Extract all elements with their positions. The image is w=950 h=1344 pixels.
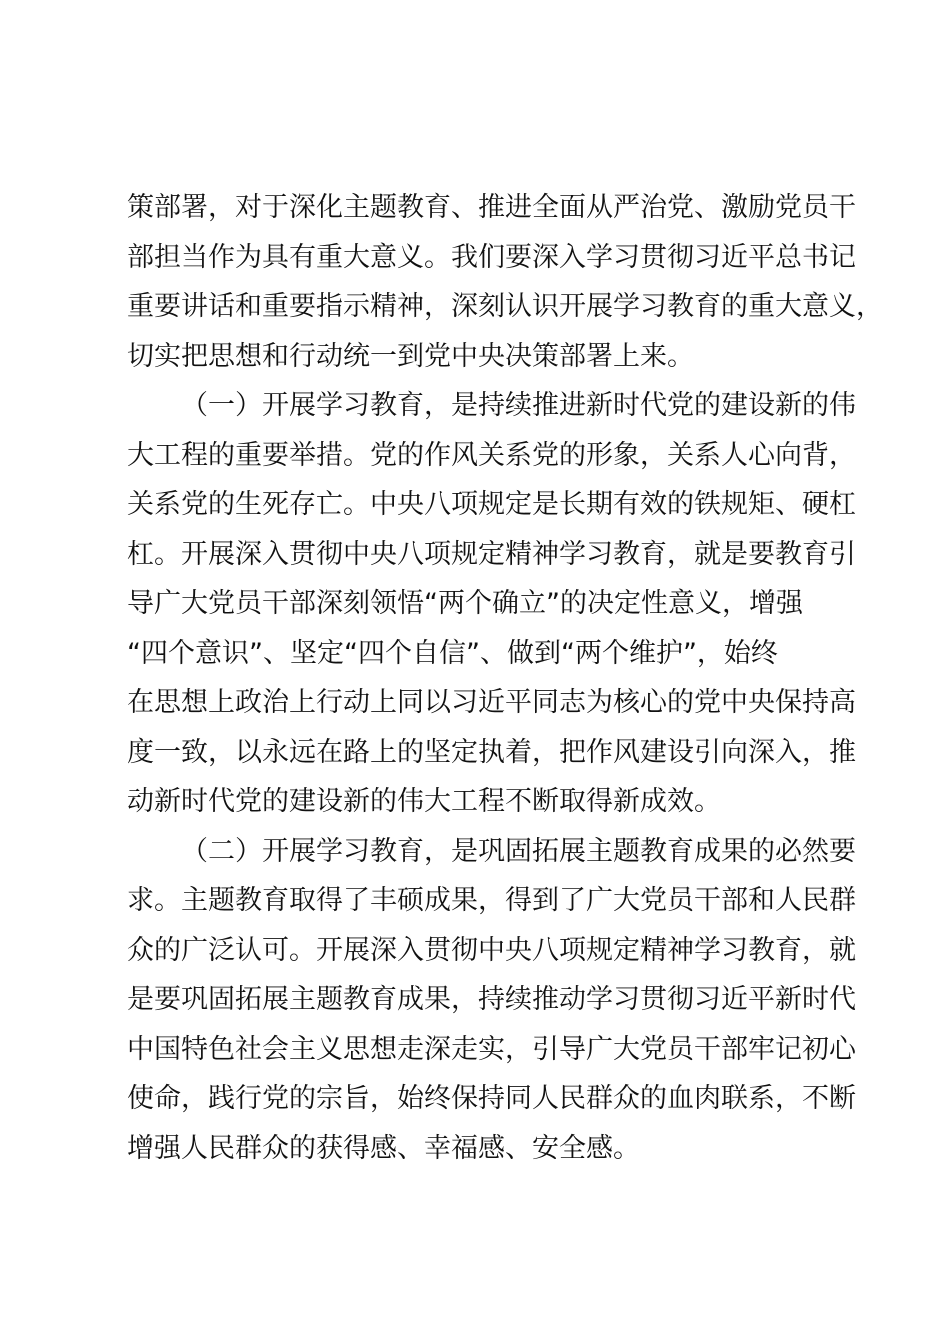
text-line: 中国特色社会主义思想走深走实，引导广大党员干部牢记初心	[127, 1033, 856, 1065]
text-line: 增强人民群众的获得感、幸福感、安全感。	[127, 1132, 640, 1164]
section-heading-line: （二）开展学习教育，是巩固拓展主题教育成果的必然要	[181, 835, 856, 867]
text-line: 重要讲话和重要指示精神，深刻认识开展学习教育的重大意义，	[127, 291, 883, 322]
text-line: 部担当作为具有重大意义。我们要深入学习贯彻习近平总书记	[127, 241, 856, 273]
text-line: 策部署，对于深化主题教育、推进全面从严治党、激励党员干	[127, 192, 856, 223]
text-line: 使命，践行党的宗旨，始终保持同人民群众的血肉联系，不断	[127, 1083, 856, 1114]
text-line: 求。主题教育取得了丰硕成果，得到了广大党员干部和人民群	[127, 885, 856, 916]
section-heading-line: （一）开展学习教育，是持续推进新时代党的建设新的伟	[181, 390, 856, 421]
text-line: 众的广泛认可。开展深入贯彻中央八项规定精神学习教育，就	[127, 934, 856, 966]
document-body	[127, 183, 883, 1173]
text-line: “四个意识”、坚定“四个自信”、做到“两个维护”，始终	[127, 637, 778, 669]
text-line: 切实把思想和行动统一到党中央决策部署上来。	[127, 340, 694, 372]
text-line: 杠。开展深入贯彻中央八项规定精神学习教育，就是要教育引	[127, 538, 856, 570]
text-line: 大工程的重要举措。党的作风关系党的形象，关系人心向背，	[127, 439, 856, 471]
text-line: 关系党的生死存亡。中央八项规定是长期有效的铁规矩、硬杠	[127, 489, 856, 520]
text-line: 导广大党员干部深刻领悟“两个确立”的决定性意义，增强	[127, 588, 803, 619]
text-line: 动新时代党的建设新的伟大工程不断取得新成效。	[127, 786, 721, 817]
text-line: 在思想上政治上行动上同以习近平同志为核心的党中央保持高	[127, 687, 856, 718]
text-line: 度一致，以永远在路上的坚定执着，把作风建设引向深入，推	[127, 736, 856, 768]
text-line: 是要巩固拓展主题教育成果，持续推动学习贯彻习近平新时代	[127, 984, 856, 1015]
